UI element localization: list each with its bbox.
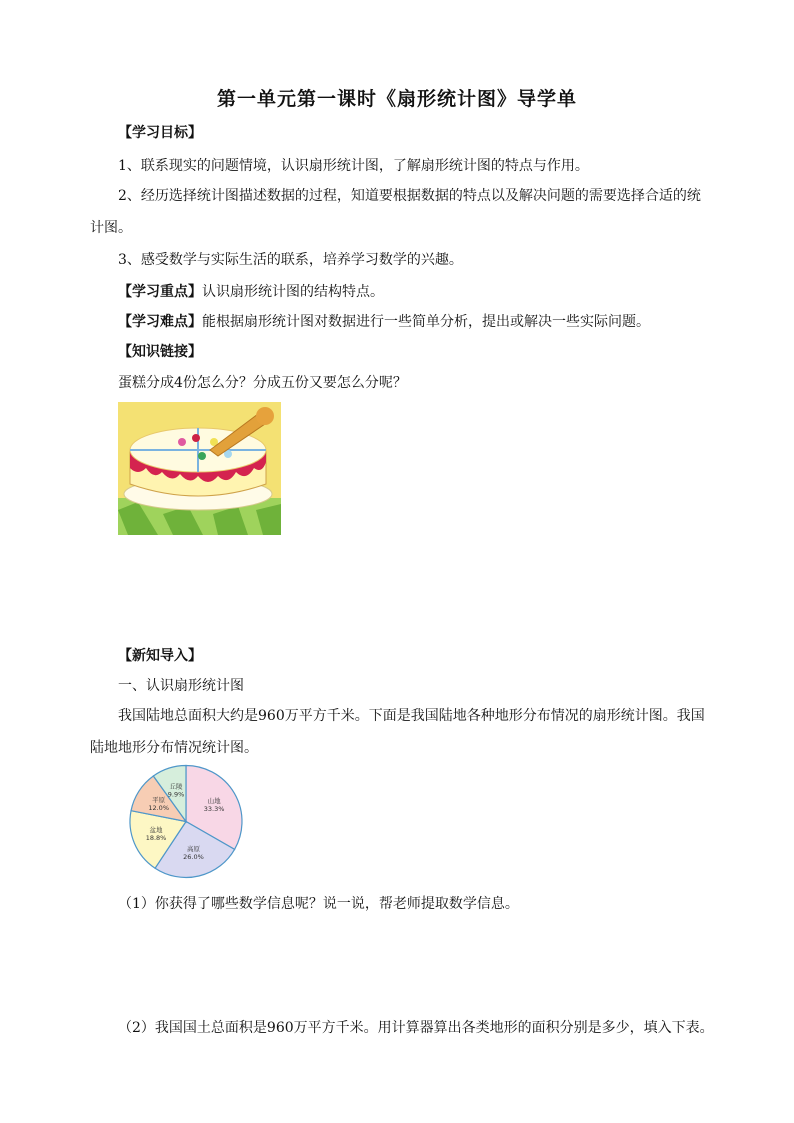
question-1: （1）你获得了哪些数学信息呢？说一说，帮老师提取数学信息。 <box>118 896 519 912</box>
objectives-heading: 【学习目标】 <box>118 125 202 141</box>
focus-row <box>118 282 742 302</box>
cake-illustration <box>118 402 281 535</box>
section-1-title: 一、认识扇形统计图 <box>118 678 244 694</box>
link-question: 蛋糕分成4份怎么分？分成五份又要怎么分呢？ <box>118 375 407 391</box>
focus-text: 认识扇形统计图的结构特点。 <box>202 284 384 300</box>
difficulty-text: 能根据扇形统计图对数据进行一些简单分析，提出或解决一些实际问题。 <box>202 314 650 330</box>
terrain-pie-chart <box>126 764 246 879</box>
objective-item-3: 3、感受数学与实际生活的联系，培养学习数学的兴趣。 <box>118 252 463 268</box>
focus-heading: 【学习重点】 <box>118 284 202 300</box>
page-title: 第一单元第一课时《扇形统计图》导学单 <box>216 88 577 110</box>
pie-value-plain: 12.0% <box>148 803 170 812</box>
pie-label-plateau: 高原 <box>186 845 200 854</box>
question-2: （2）我国国土总面积是960万平方千米。用计算器算出各类地形的面积分别是多少，填入下表。 <box>118 1020 714 1036</box>
pie-value-basin: 18.8% <box>145 834 167 843</box>
pie-value-plateau: 26.0% <box>183 853 204 862</box>
pie-value-mountain: 33.3% <box>203 805 225 814</box>
link-heading: 【知识链接】 <box>118 344 202 360</box>
intro-paragraph: 我国陆地总面积大约是960万平方千米。下面是我国陆地各种地形分布情况的扇形统计图。我国陆地地形分布情况统计图。 <box>90 708 705 756</box>
new-knowledge-heading: 【新知导入】 <box>118 648 202 664</box>
difficulty-heading: 【学习难点】 <box>118 314 202 330</box>
pie-label-mountain: 山地 <box>207 797 221 806</box>
objective-item-2: 2、经历选择统计图描述数据的过程，知道要根据数据的特点以及解决问题的需要选择合适的统计图。 <box>90 188 701 236</box>
pie-label-hills: 丘陵 <box>169 782 183 791</box>
objective-item-1: 1、联系现实的问题情境，认识扇形统计图，了解扇形统计图的特点与作用。 <box>118 158 589 174</box>
pie-label-basin: 盆地 <box>149 826 163 835</box>
pie-label-plain: 平原 <box>152 795 166 804</box>
difficulty-row <box>118 312 742 332</box>
pie-value-hills: 9.9% <box>167 790 185 799</box>
